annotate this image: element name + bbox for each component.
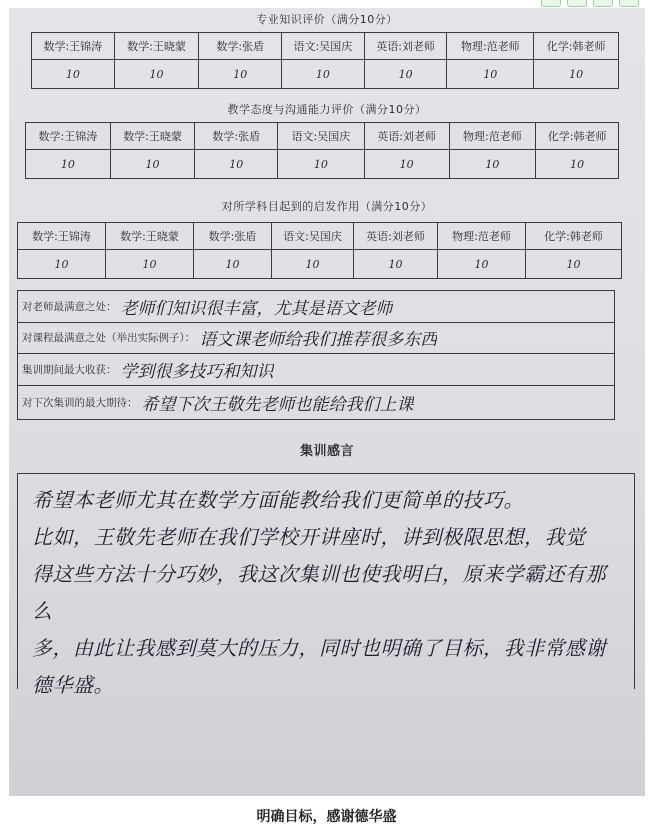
essay-box [17,473,635,697]
teacher-header: 英语:刘老师 [354,223,438,250]
toolbar-tab-icon[interactable] [567,0,587,7]
image-caption: 明确目标，感谢德华盛 [256,808,397,824]
score-cell: 10 [278,150,365,179]
feedback-row-expectation [17,386,615,420]
teacher-header: 数学:王晓蒙 [106,223,194,250]
teacher-header: 化学:韩老师 [526,223,622,250]
teacher-header: 数学:王锦涛 [18,223,106,250]
teacher-header: 物理:范老师 [449,123,536,150]
score-cell: 10 [195,150,278,179]
essay-title: 集训感言 [299,444,354,459]
teacher-header: 数学:张盾 [194,223,272,250]
teacher-header: 语文:吴国庆 [282,33,365,60]
teacher-header: 数学:王晓蒙 [110,123,195,150]
teacher-header: 语文:吴国庆 [278,123,365,150]
teacher-header: 数学:王晓蒙 [114,33,199,60]
feedback-answer: 学到很多技巧和知识 [120,362,274,382]
toolbar-tab-icon[interactable] [541,0,561,7]
score-cell: 10 [194,250,272,279]
score-cell: 10 [199,60,282,89]
score-cell: 10 [282,60,365,89]
feedback-answer: 希望下次王敬先老师也能给我们上课 [141,395,414,415]
score-cell: 10 [438,250,526,279]
teacher-header: 语文:吴国庆 [272,223,354,250]
score-cell: 10 [110,150,195,179]
feedback-row-teacher [17,290,615,323]
knowledge-table [31,32,619,89]
teacher-header: 化学:韩老师 [536,123,619,150]
teacher-header: 数学:张盾 [199,33,282,60]
score-cell: 10 [114,60,199,89]
section-title-inspiration: 对所学科目起到的启发作用（满分10分） [221,200,433,213]
toolbar-tab-icon[interactable] [619,0,639,7]
score-cell: 10 [364,150,449,179]
inspiration-table [17,222,622,279]
toolbar-tab-icon[interactable] [593,0,613,7]
teacher-header: 物理:范老师 [438,223,526,250]
score-cell: 10 [18,250,106,279]
feedback-answer: 语文课老师给我们推荐很多东西 [199,330,438,350]
feedback-row-course [17,322,615,354]
feedback-label: 集训期间最大收获： [22,364,117,376]
teacher-header: 数学:王锦涛 [32,33,115,60]
teacher-header: 数学:张盾 [195,123,278,150]
score-cell: 10 [272,250,354,279]
teacher-header: 英语:刘老师 [364,123,449,150]
attitude-table [25,122,619,179]
feedback-label: 对下次集训的最大期待： [22,397,138,409]
top-toolbar [541,0,639,7]
feedback-label: 对课程最满意之处（举出实际例子）： [22,332,196,344]
score-cell: 10 [354,250,438,279]
score-cell: 10 [536,150,619,179]
feedback-answer: 老师们知识很丰富，尤其是语文老师 [120,299,393,319]
score-cell: 10 [32,60,115,89]
teacher-header: 化学:韩老师 [534,33,619,60]
score-cell: 10 [26,150,111,179]
feedback-label: 对老师最满意之处： [22,301,117,313]
score-cell: 10 [106,250,194,279]
section-title-attitude: 教学态度与沟通能力评价（满分10分） [227,103,427,116]
score-cell: 10 [364,60,447,89]
teacher-header: 英语:刘老师 [364,33,447,60]
score-cell: 10 [534,60,619,89]
score-cell: 10 [526,250,622,279]
teacher-header: 物理:范老师 [447,33,534,60]
teacher-header: 数学:王锦涛 [26,123,111,150]
essay-text: 希望本老师尤其在数学方面能教给我们更简单的技巧。 比如，王敬先老师在我们学校开讲座时，讲到极限思想，我觉 得这些方法十分巧妙，我这次集训也使我明白，原来学霸还有那么 多，由此让我感到莫大的压力，同时也明确了目标，我非常感谢 德华盛。 [32,488,606,697]
section-title-knowledge: 专业知识评价（满分10分） [256,13,398,26]
score-cell: 10 [447,60,534,89]
score-cell: 10 [449,150,536,179]
survey-photo [9,8,645,796]
feedback-row-gain [17,354,615,386]
